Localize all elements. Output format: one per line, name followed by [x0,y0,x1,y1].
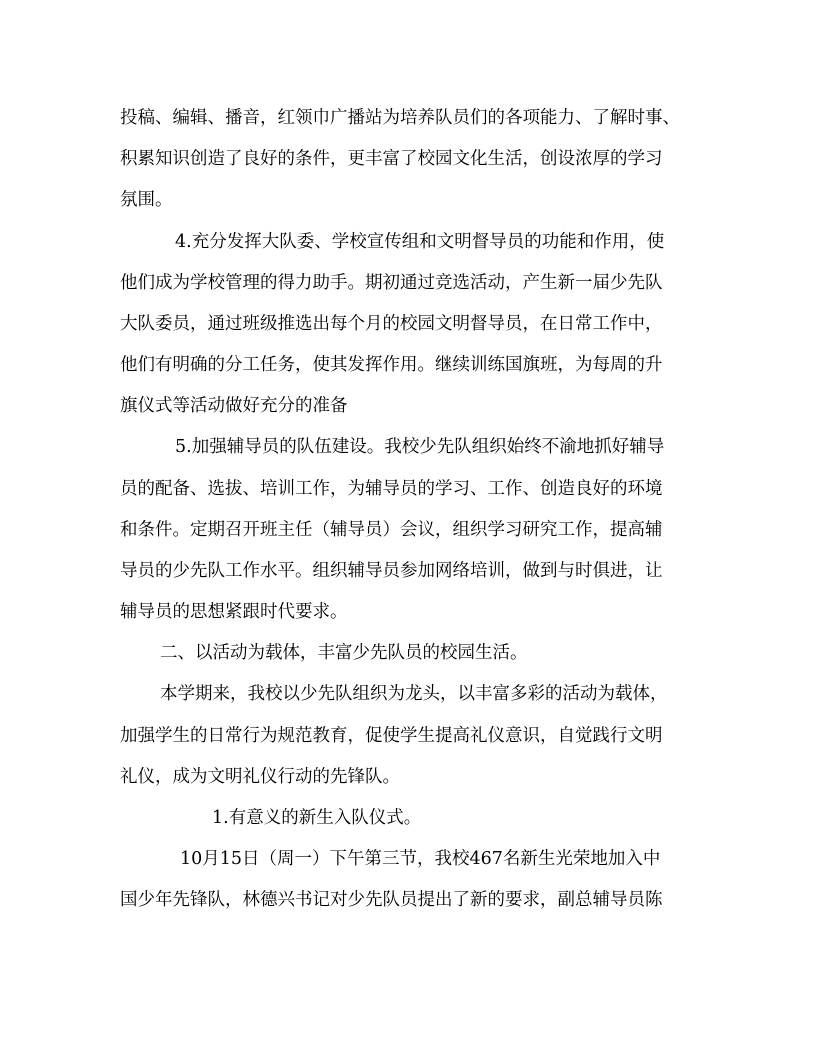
subsection-heading: 1.有意义的新生入队仪式。 [212,808,422,828]
text-line: 投稿、编辑、播音，红领巾广播站为培养队员们的各项能力、了解时事、 [120,108,680,128]
section-heading: 二、以活动为载体，丰富少先队员的校园生活。 [160,643,528,663]
text-line: 4.充分发挥大队委、学校宣传组和文明督导员的功能和作用，使 [175,232,665,252]
text-line: 本学期来，我校以少先队组织为龙头，以丰富多彩的活动为载体， [160,684,668,704]
text-line: 国少年先锋队，林德兴书记对少先队员提出了新的要求，副总辅导员陈 [120,890,663,910]
text-line: 辅导员的思想紧跟时代要求。 [120,602,348,622]
text-line: 他们成为学校管理的得力助手。期初通过竞选活动，产生新一届少先队 [120,273,663,293]
text-line: 积累知识创造了良好的条件，更丰富了校园文化生活，创设浓厚的学习 [120,149,663,169]
text-line: 他们有明确的分工任务，使其发挥作用。继续训练国旗班，为每周的升 [120,355,663,375]
text-line: 加强学生的日常行为规范教育，促使学生提高礼仪意识，自觉践行文明 [120,726,663,746]
text-line: 导员的少先队工作水平。组织辅导员参加网络培训，做到与时俱进，让 [120,561,663,581]
text-line: 10月15日（周一）下午第三节，我校467名新生光荣地加入中 [180,849,661,869]
text-line: 员的配备、选拔、培训工作，为辅导员的学习、工作、创造良好的环境 [120,479,663,499]
text-line: 氛围。 [120,190,173,210]
text-line: 旗仪式等活动做好充分的准备 [120,396,348,416]
text-line: 5.加强辅导员的队伍建设。我校少先队组织始终不渝地抓好辅导 [175,437,665,457]
text-line: 大队委员，通过班级推选出每个月的校园文明督导员，在日常工作中， [120,314,663,334]
text-line: 和条件。定期召开班主任（辅导员）会议，组织学习研究工作，提高辅 [120,520,663,540]
text-line: 礼仪，成为文明礼仪行动的先锋队。 [120,767,400,787]
